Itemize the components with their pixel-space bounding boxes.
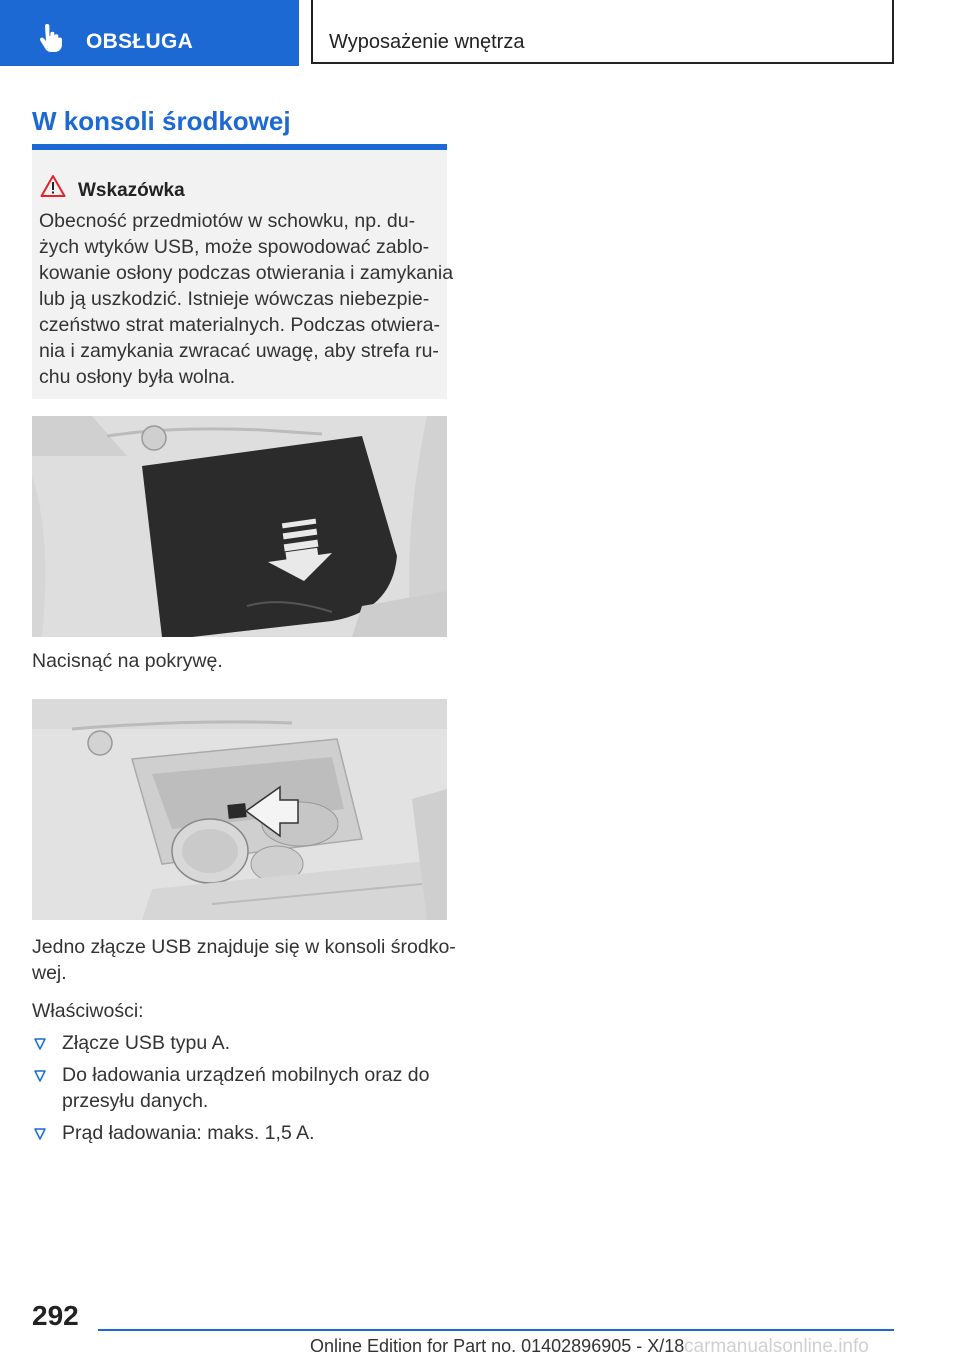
triangle-bullet-icon bbox=[34, 1038, 46, 1050]
footer-edition-text: Online Edition for Part no. 01402896905 - X/18 bbox=[310, 1336, 685, 1356]
warning-line: Obecność przedmiotów w schowku, np. du‐ bbox=[39, 210, 416, 232]
list-item-text: przesyłu danych. bbox=[62, 1090, 209, 1112]
console-cover-image bbox=[32, 416, 447, 637]
page-number: 292 bbox=[32, 1300, 79, 1331]
warning-line: czeństwo strat materialnych. Podczas otwiera‐ bbox=[39, 314, 440, 336]
list-item bbox=[32, 1030, 452, 1056]
image1-caption: Nacisnąć na pokrywę. bbox=[32, 650, 223, 672]
list-item-text: Złącze USB typu A. bbox=[62, 1032, 230, 1054]
triangle-bullet-icon bbox=[34, 1070, 46, 1082]
hand-pointer-icon bbox=[36, 24, 64, 52]
caption-line: Jedno złącze USB znajduje się w konsoli środko‐ bbox=[32, 936, 456, 958]
warning-line: nia i zamykania zwracać uwagę, aby strefa ru‐ bbox=[39, 340, 439, 362]
warning-line: kowanie osłony podczas otwierania i zamykania bbox=[39, 262, 454, 284]
list-item-text: Prąd ładowania: maks. 1,5 A. bbox=[62, 1122, 315, 1144]
warning-box bbox=[32, 144, 454, 399]
properties-label: Właściwości: bbox=[32, 1000, 144, 1022]
header-section-box bbox=[311, 0, 894, 64]
usb-port-image bbox=[32, 699, 447, 920]
chapter-label: OBSŁUGA bbox=[86, 30, 194, 53]
properties-list bbox=[32, 1030, 452, 1152]
list-item bbox=[32, 1062, 452, 1114]
warning-line: żych wtyków USB, może spowodować zablo‐ bbox=[39, 236, 430, 258]
footer-divider bbox=[98, 1329, 894, 1331]
page-title: W konsoli środkowej bbox=[32, 106, 291, 136]
triangle-bullet-icon bbox=[34, 1128, 46, 1140]
warning-title: Wskazówka bbox=[78, 180, 185, 201]
list-item bbox=[32, 1120, 452, 1146]
warning-text bbox=[39, 208, 454, 390]
warning-line: chu osłony była wolna. bbox=[39, 366, 236, 388]
warning-line: lub ją uszkodzić. Istnieje wówczas niebezpie‐ bbox=[39, 288, 430, 310]
caption-line: wej. bbox=[32, 962, 67, 984]
watermark: carmanualsonline.info bbox=[684, 1336, 869, 1357]
section-label: Wyposażenie wnętrza bbox=[329, 31, 525, 53]
header-chapter-tab bbox=[0, 0, 299, 66]
image2-caption bbox=[32, 934, 456, 986]
warning-triangle-icon bbox=[40, 174, 66, 198]
list-item-text: Do ładowania urządzeń mobilnych oraz do bbox=[62, 1064, 430, 1086]
